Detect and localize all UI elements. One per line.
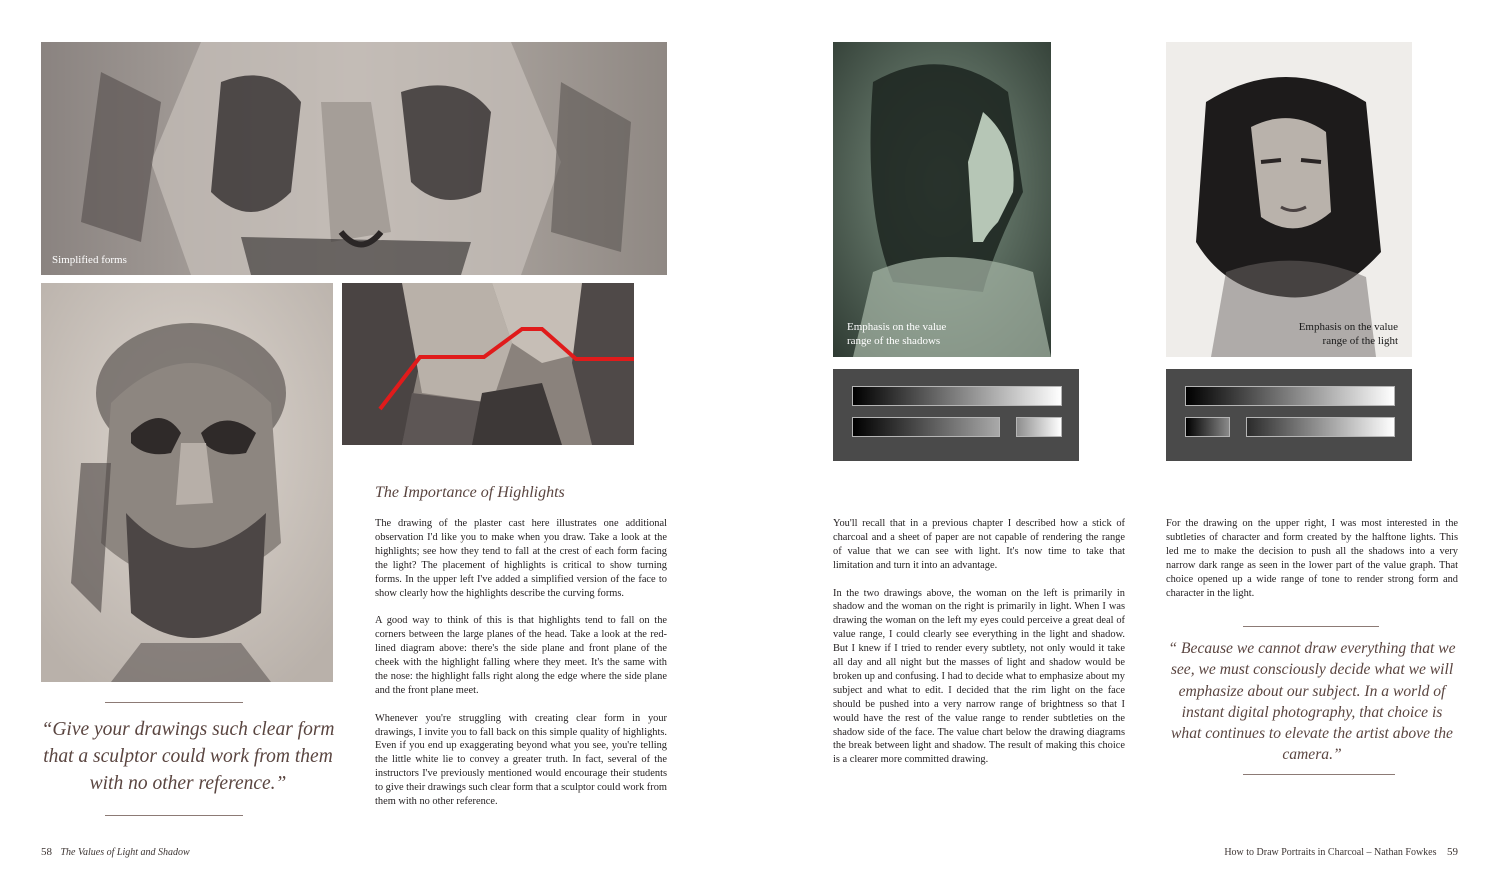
folio-right: [1224, 846, 1458, 858]
simplified-forms-image: [41, 42, 667, 275]
quote-rule-bottom: [105, 815, 243, 816]
shadow-value-range-bar: [1185, 417, 1230, 437]
paragraph: A good way to think of this is that highlights tend to fall on the corners between the large planes of the head. Take a look at the red-lined diagram above: there's the side plane and front plane of the cheek with the highlight falling where they meet. It's the same with the nose: the highlight falls right along the edge where the side plane and the front plane meet.: [375, 615, 667, 696]
page-number-left: 58: [41, 846, 52, 858]
paragraph: You'll recall that in a previous chapter I described how a stick of charcoal and a sheet of paper are not capable of rendering the range of value that we can see with light. It's now time to take that limitation and turn it into an advantage.: [833, 518, 1125, 571]
right-col2-text: [1166, 517, 1458, 600]
light-caption: Emphasis on the value range of the light: [1298, 321, 1398, 347]
full-value-range-bar: [852, 386, 1062, 406]
value-chart-shadows: [833, 369, 1079, 461]
highlight-diagram: [342, 283, 634, 445]
running-title-right: How to Draw Portraits in Charcoal – Nathan Fowkes: [1224, 847, 1437, 858]
value-chart-light: [1166, 369, 1412, 461]
simplified-forms-caption: Simplified forms: [52, 254, 127, 266]
woman-in-shadow-drawing: [833, 42, 1051, 357]
paragraph: The drawing of the plaster cast here illustrates one additional observation I'd like you to make when you draw. Take a look at the highlights; see how they tend to fall at the crest of each form facing the light? The placement of highlights is critical to show turning forms. In the upper left I've added a simplified version of the face to show clearly how the highlights describe the curving forms.: [375, 518, 667, 599]
pull-quote-left: “Give your drawings such clear form that a sculptor could work from them with no other reference.”: [41, 719, 335, 794]
light-value-range-bar: [1246, 417, 1395, 437]
left-body-text: [375, 517, 667, 809]
quote-rule-bottom: [1243, 774, 1395, 775]
right-col1-text: [833, 517, 1125, 767]
paragraph: Whenever you're struggling with creating clear form in your drawings, I invite you to fall back on this simple quality of highlights. Even if you end up exaggerating beyond what you see, you're telling the little white lie to convey a greater truth. In fact, several of the instructors I've previously mentioned would encourage their students to give their drawings such clear form that a sculptor could work from them with no other reference.: [375, 712, 668, 808]
shadow-caption: Emphasis on the value range of the shadows: [847, 321, 947, 347]
paragraph: In the two drawings above, the woman on the left is primarily in shadow and the woman on the right is primarily in light. When I was drawing the woman on the left my eyes could perceive a great deal of value range, I could clearly see everything in the light and shadow. But I knew if I tried to render every subtlety, not only would it take all day and all night but the masses of light and shadow would be broken up and confusing. I had to decide what to emphasize about my subject and what to edit. I decided that the rim light on the face should be pushed into a very narrow range of brightness so that I would have the rest of the value range to render subtleties on the shadow side of the face. The value chart below the drawing diagrams the break between light and shadow. The result of making this choice is a clearer more committed drawing.: [833, 587, 1125, 766]
shadow-value-range-bar: [852, 417, 1000, 437]
page-number-right: 59: [1447, 846, 1458, 858]
running-title-left: The Values of Light and Shadow: [60, 847, 190, 858]
pull-quote-right: “ Because we cannot draw everything that we see, we must consciously decide what we will emphasize about our subject. In a world of instant digital photography, that choice is what continues to elevate the artist above the camera.”: [1168, 640, 1456, 764]
quote-rule-top: [105, 702, 243, 703]
light-value-range-bar: [1016, 417, 1062, 437]
folio-left: [41, 846, 190, 858]
quote-rule-top: [1243, 626, 1379, 627]
plaster-cast-drawing: [41, 283, 333, 682]
section-heading: The Importance of Highlights: [375, 484, 565, 501]
full-value-range-bar: [1185, 386, 1395, 406]
woman-in-light-drawing: [1166, 42, 1412, 357]
paragraph: For the drawing on the upper right, I was most interested in the subtleties of character and form created by the halftone lights. This led me to make the decision to push all the shadows into a very narrow dark range as seen in the lower part of the value graph. That choice opened up a wide range of tone to render strong form and character in the light.: [1166, 518, 1458, 599]
